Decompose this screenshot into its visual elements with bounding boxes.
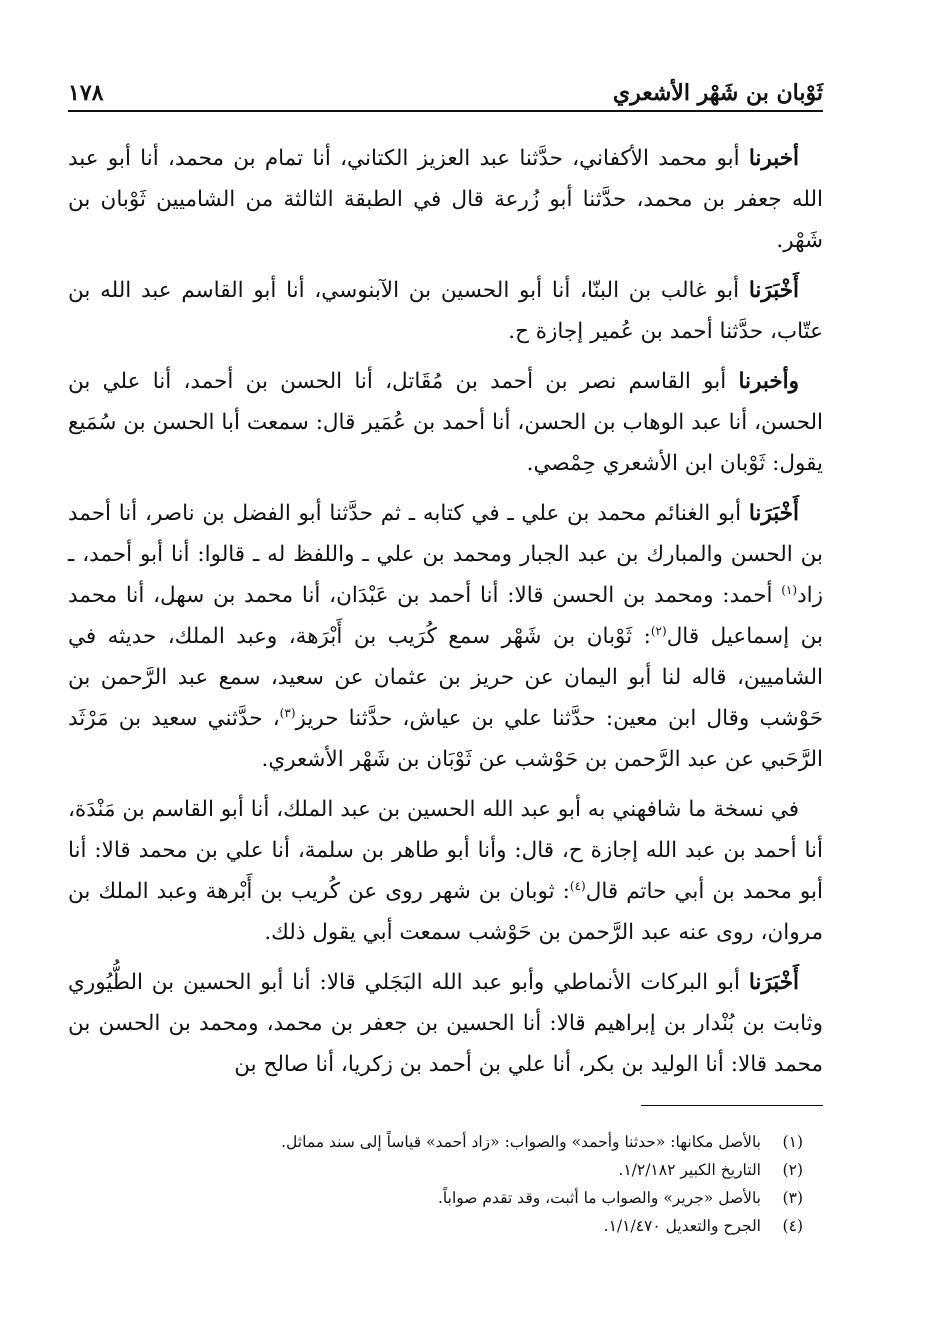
paragraph-text: أبو محمد الأكفاني، حدَّثنا عبد العزيز الكتاني، أنا تمام بن محمد، أنا أبو عبد الله جعفر بن محمد، حدَّثنا أبو زُرعة قال في الطبقة الثالثة من الشاميين ثَوْبان بن شَهْر. xyxy=(68,146,823,253)
paragraph-text: أبو غالب بن البنّا، أنا أبو الحسين بن الآبنوسي، أنا أبو القاسم عبد الله بن عتّاب، حدَّثنا أحمد بن عُمير إجازة ح. xyxy=(68,278,823,344)
footnotes xyxy=(68,1128,823,1240)
paragraph xyxy=(68,270,823,352)
paragraph-text: : ثوبان بن شهر روى عن كُريب بن أَبْرهة وعبد الملك بن مروان، روى عنه عبد الرَّحمن بن حَوْشب سمعت أبي يقول ذلك. xyxy=(68,879,823,945)
footnote-number: (٤) xyxy=(782,1217,803,1235)
page-header xyxy=(68,62,823,112)
footnote-reference: (١) xyxy=(781,582,798,597)
main-text xyxy=(68,138,823,1085)
footnote-text: بالأصل «جرير» والصواب ما أثبت، وقد تقدم صواباً. xyxy=(438,1189,761,1207)
paragraph-text: في نسخة ما شافهني به أبو عبد الله الحسين بن عبد الملك، أنا أبو القاسم بن مَنْدَة، أنا أحمد بن عبد الله إجازة ح، قال: وأنا أبو طاهر بن سلمة، أنا علي بن محمد قالا: أنا أبو محمد بن أبي حاتم قال xyxy=(68,797,823,904)
paragraph-text: : ثَوْبان بن شَهْر سمع كُرَيب بن أَبْرَهة، وعبد الملك، حديثه في الشاميين، قاله لنا أبو اليمان عن حريز بن عثمان عن سعيد، سمع عبد الرَّحمن بن حَوْشب وقال ابن معين: حدَّثنا علي بن عياش، حدَّثنا حريز xyxy=(68,624,823,731)
footnote-number: (١) xyxy=(782,1133,803,1151)
footnote xyxy=(68,1184,803,1212)
paragraph-lead: أَخْبَرَنا xyxy=(748,278,799,303)
paragraph-text: ، حدَّثني سعيد بن مَرْثَد الرَّحَبي عن عبد الرَّحمن بن حَوْشب عن ثَوْبَان بن شَهْر الأشعري. xyxy=(68,706,823,772)
footnote xyxy=(68,1212,803,1240)
paragraph xyxy=(68,493,823,780)
running-title: ثَوْبان بن شَهْر الأشعري xyxy=(612,80,823,106)
footnote-number: (٢) xyxy=(782,1161,803,1179)
footnote-text: الجرح والتعديل ١/١/٤٧٠. xyxy=(603,1217,761,1235)
paragraph xyxy=(68,138,823,261)
paragraph xyxy=(68,361,823,484)
footnote-text: التاريخ الكبير ١/٢/١٨٢. xyxy=(618,1161,761,1179)
paragraph-lead: وأخبرنا xyxy=(738,369,799,394)
footnote-reference: (٣) xyxy=(279,705,296,720)
page-number: ١٧٨ xyxy=(68,80,104,106)
footnote-text: بالأصل مكانها: «حدثنا وأحمد» والصواب: «زاد أحمد» قياساً إلى سند مماثل. xyxy=(281,1133,761,1151)
paragraph xyxy=(68,962,823,1085)
footnote-reference: (٤) xyxy=(569,878,586,893)
paragraph-text: أبو القاسم نصر بن أحمد بن مُقَاتل، أنا الحسن بن أحمد، أنا علي بن الحسن، أنا عبد الوهاب بن الحسن، أنا أحمد بن عُمَير قال: سمعت أبا الحسن بن سُمَيع يقول: ثَوْبان ابن الأشعري حِمْصي. xyxy=(68,369,823,476)
paragraph-lead: أَخْبَرَنا xyxy=(748,501,799,526)
paragraph-text: أبو الغنائم محمد بن علي ـ في كتابه ـ ثم حدَّثنا أبو الفضل بن ناصر، أنا أحمد بن الحسن والمبارك بن عبد الجبار ومحمد بن علي ـ واللفظ له ـ قالوا: أنا أبو أحمد، ـ زاد xyxy=(68,501,823,608)
paragraph-text: أحمد: ومحمد بن الحسن قالا: أنا أحمد بن عَبْدَان، أنا محمد بن سهل، أنا محمد بن إسماعيل قال xyxy=(68,583,823,649)
footnote xyxy=(68,1128,803,1156)
paragraph-lead: أخبرنا xyxy=(748,146,799,171)
footnote xyxy=(68,1156,803,1184)
footnote-reference: (٢) xyxy=(650,623,667,638)
footnote-divider xyxy=(641,1105,823,1106)
footnote-number: (٣) xyxy=(782,1189,803,1207)
paragraph xyxy=(68,789,823,953)
paragraph-text: أبو البركات الأنماطي وأبو عبد الله البَجَلي قالا: أنا أبو الحسين بن الطُّيُوري وثابت بن بُنْدار بن إبراهيم قالا: أنا الحسين بن جعفر بن محمد، ومحمد بن الحسن بن محمد قالا: أنا الوليد بن بكر، أنا علي بن أحمد بن زكريا، أنا صالح بن xyxy=(68,970,823,1077)
book-page xyxy=(68,62,823,1240)
paragraph-lead: أَخْبَرَنا xyxy=(748,970,799,995)
